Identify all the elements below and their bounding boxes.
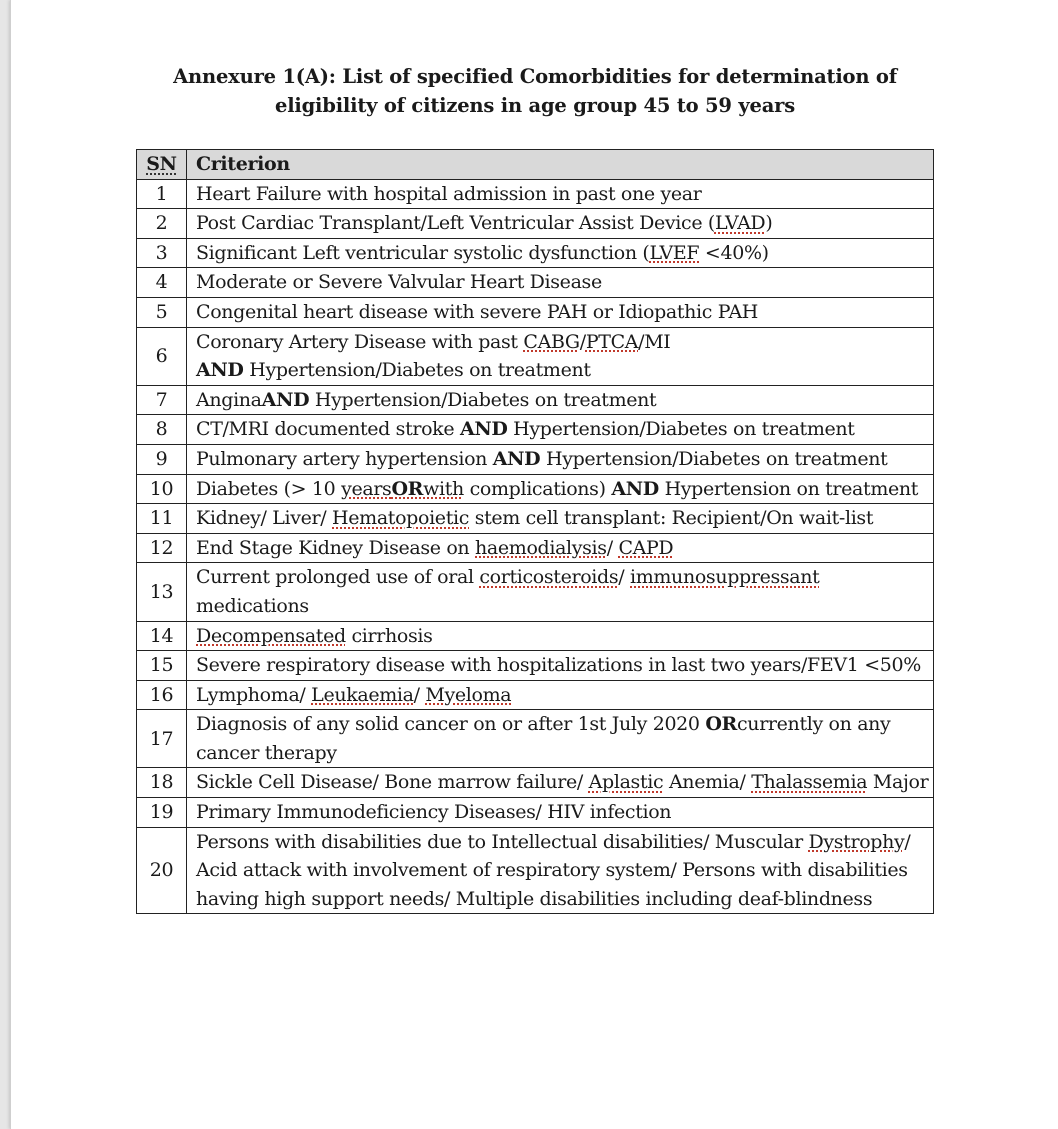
row-sn: 15 — [137, 651, 187, 681]
row-criterion: AnginaAND Hypertension/Diabetes on treatment — [187, 385, 934, 415]
table-row — [137, 474, 934, 504]
row-sn: 5 — [137, 297, 187, 327]
row-sn: 11 — [137, 504, 187, 534]
row-criterion: Kidney/ Liver/ Hematopoietic stem cell transplant: Recipient/On wait-list — [187, 504, 934, 534]
table-row — [137, 827, 934, 914]
row-sn: 14 — [137, 621, 187, 651]
row-sn: 16 — [137, 680, 187, 710]
row-sn: 12 — [137, 533, 187, 563]
row-criterion: Diagnosis of any solid cancer on or after 1st July 2020 ORcurrently on any cancer therapy — [187, 710, 934, 768]
table-row — [137, 444, 934, 474]
table-row — [137, 238, 934, 268]
document-page — [10, 0, 1058, 1129]
table-row — [137, 563, 934, 621]
row-criterion: Significant Left ventricular systolic dysfunction (LVEF <40%) — [187, 238, 934, 268]
header-criterion: Criterion — [187, 150, 934, 180]
row-criterion: Post Cardiac Transplant/Left Ventricular Assist Device (LVAD) — [187, 209, 934, 239]
document-title — [11, 62, 1058, 120]
row-sn: 13 — [137, 563, 187, 621]
table-row — [137, 179, 934, 209]
row-criterion: Sickle Cell Disease/ Bone marrow failure/ Aplastic Anemia/ Thalassemia Major — [187, 768, 934, 798]
row-criterion: Persons with disabilities due to Intellectual disabilities/ Muscular Dystrophy/ Acid attack with involvement of respiratory system/ Persons with disabilities having high support needs/ Multiple disabilities including deaf-blindness — [187, 827, 934, 914]
header-sn: SN — [137, 150, 187, 180]
table-row — [137, 621, 934, 651]
table-row — [137, 297, 934, 327]
row-sn: 1 — [137, 179, 187, 209]
row-sn: 2 — [137, 209, 187, 239]
row-criterion: Severe respiratory disease with hospitalizations in last two years/FEV1 <50% — [187, 651, 934, 681]
table-row — [137, 533, 934, 563]
title-line-2: eligibility of citizens in age group 45 to 59 years — [275, 94, 795, 117]
row-criterion: Heart Failure with hospital admission in past one year — [187, 179, 934, 209]
title-line-1: Annexure 1(A): List of specified Comorbidities for determination of — [173, 65, 897, 88]
row-criterion: Diabetes (> 10 yearsORwith complications) AND Hypertension on treatment — [187, 474, 934, 504]
row-sn: 20 — [137, 827, 187, 914]
table-row — [137, 415, 934, 445]
row-sn: 4 — [137, 268, 187, 298]
row-criterion: End Stage Kidney Disease on haemodialysis/ CAPD — [187, 533, 934, 563]
row-criterion: CT/MRI documented stroke AND Hypertension/Diabetes on treatment — [187, 415, 934, 445]
row-sn: 3 — [137, 238, 187, 268]
table-row — [137, 798, 934, 828]
comorbidities-table — [136, 149, 934, 914]
table-row — [137, 268, 934, 298]
table-row — [137, 680, 934, 710]
row-sn: 7 — [137, 385, 187, 415]
row-criterion: Moderate or Severe Valvular Heart Disease — [187, 268, 934, 298]
table-row — [137, 385, 934, 415]
row-sn: 19 — [137, 798, 187, 828]
row-criterion: Congenital heart disease with severe PAH or Idiopathic PAH — [187, 297, 934, 327]
row-sn: 17 — [137, 710, 187, 768]
row-criterion: Lymphoma/ Leukaemia/ Myeloma — [187, 680, 934, 710]
row-sn: 18 — [137, 768, 187, 798]
row-criterion: Coronary Artery Disease with past CABG/PTCA/MI AND Hypertension/Diabetes on treatment — [187, 327, 934, 385]
row-sn: 10 — [137, 474, 187, 504]
row-sn: 6 — [137, 327, 187, 385]
row-criterion: Current prolonged use of oral corticosteroids/ immunosuppressant medications — [187, 563, 934, 621]
row-criterion: Pulmonary artery hypertension AND Hypertension/Diabetes on treatment — [187, 444, 934, 474]
table-row — [137, 710, 934, 768]
row-sn: 9 — [137, 444, 187, 474]
table-row — [137, 768, 934, 798]
row-criterion: Primary Immunodeficiency Diseases/ HIV infection — [187, 798, 934, 828]
row-sn: 8 — [137, 415, 187, 445]
table-row — [137, 209, 934, 239]
table-row — [137, 651, 934, 681]
table-row — [137, 327, 934, 385]
table-row — [137, 504, 934, 534]
row-criterion: Decompensated cirrhosis — [187, 621, 934, 651]
table-header-row — [137, 150, 934, 180]
